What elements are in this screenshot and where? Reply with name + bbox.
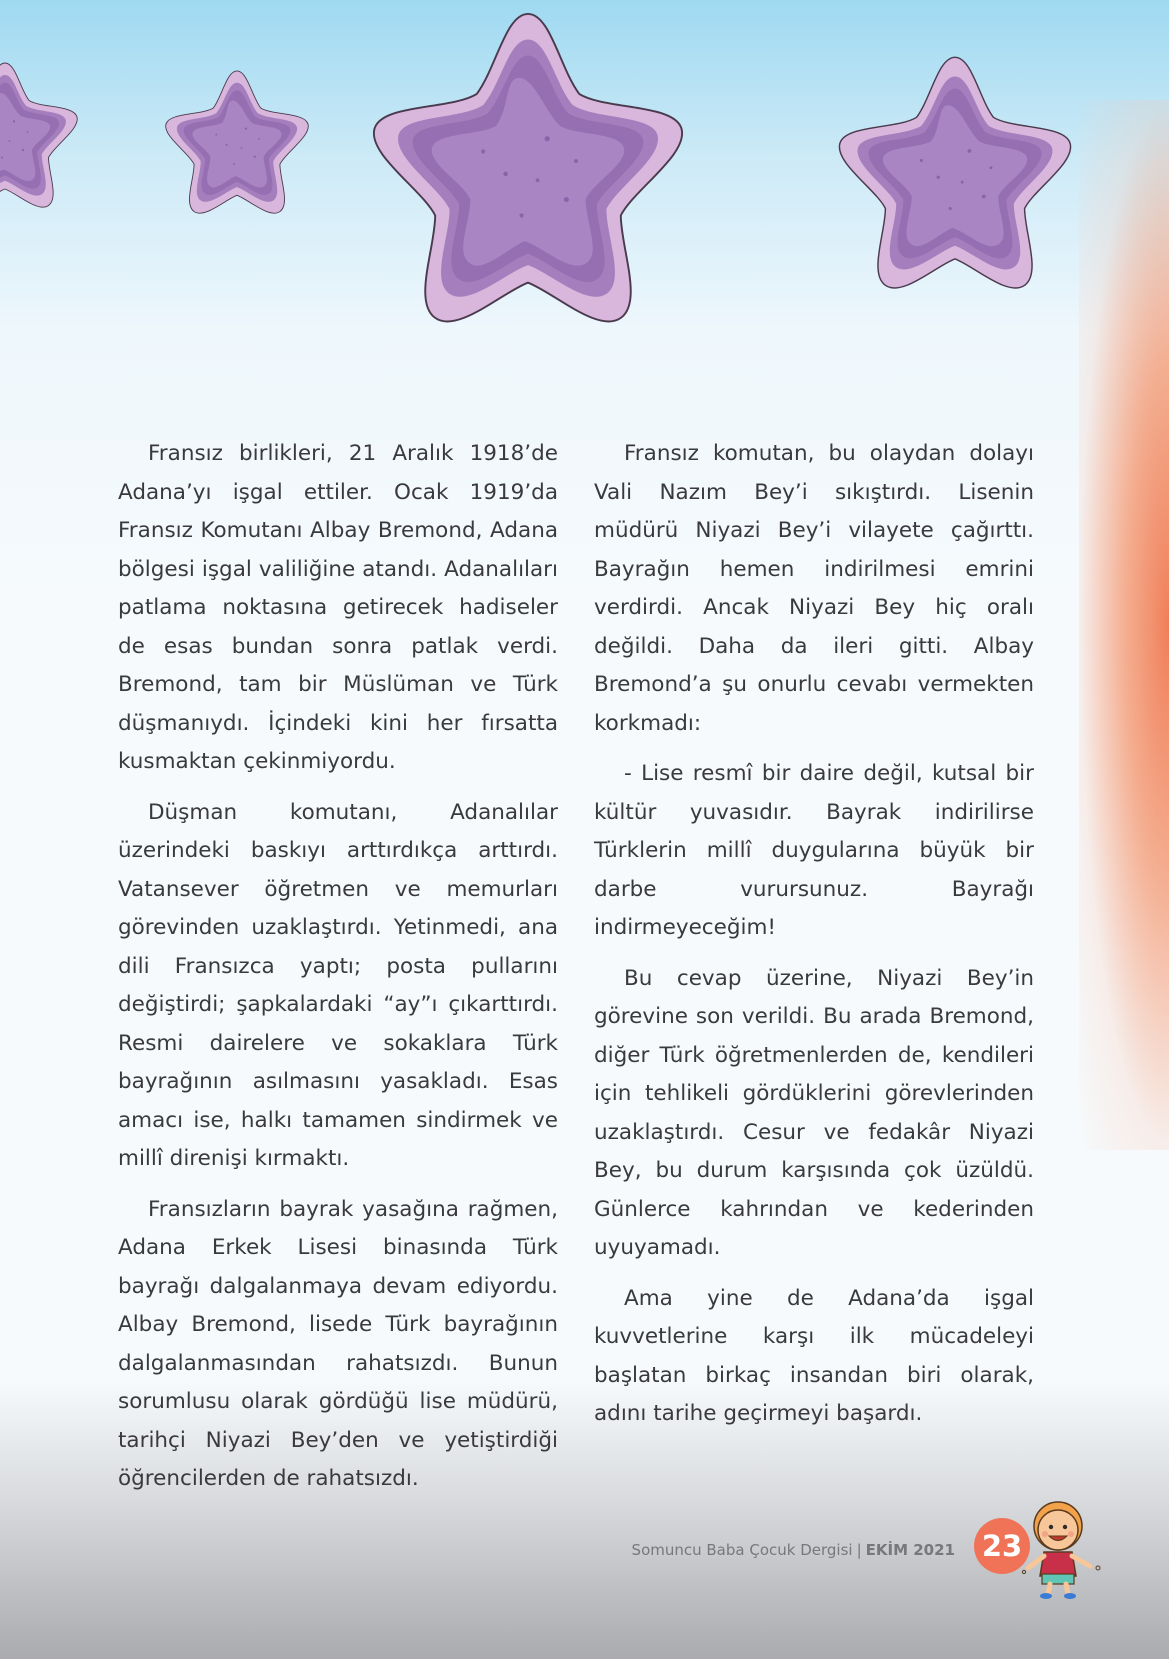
cartoon-boy-icon: [1018, 1496, 1108, 1601]
paragraph: Düşman komutanı, Adanalılar üzerindeki baskıyı arttırdıkça arttırdı. Vatansever öğretmen ve memurları görevinden uzaklaştırdı. Yetinmedi, ana dili Fransızca yaptı; posta pullarını değiştirdi; şapkalardaki “ay”ı çıkarttırdı. Resmi dairelere ve sokaklara Türk bayrağının asılmasını yasakladı. Esas amacı ise, halkı tamamen sindirmek ve millî direnişi kırmaktı.: [118, 799, 558, 1171]
footer-separator: |: [856, 1541, 862, 1559]
footer-credit: [600, 1541, 955, 1559]
star-icon: [835, 40, 1075, 305]
right-edge-glow: [1079, 100, 1169, 1150]
paragraph: Fransızların bayrak yasağına rağmen, Adana Erkek Lisesi binasında Türk bayrağı dalgalanmaya devam ediyordu. Albay Bremond, lisede Türk bayrağının dalgalanmasından rahatsızdı. Bunun sorumlusu olarak gördüğü lise müdürü, tarihçi Niyazi Bey’den ve yetiştirdiği öğrencilerden de rahatsızdı.: [118, 1196, 558, 1491]
star-icon: [0, 30, 80, 240]
issue-date: EKİM 2021: [865, 1541, 955, 1559]
paragraph: Bu cevap üzerine, Niyazi Bey’in görevine son verildi. Bu arada Bremond, diğer Türk öğretmenlerden de, kendileri için tehlikeli gördüklerini görevlerinden uzaklaştırdı. Cesur ve fedakâr Niyazi Bey, bu durum karşısında çok üzüldü. Günlerce kahrından ve kederinden uyuyamadı.: [594, 965, 1034, 1260]
paragraph: Fransız komutan, bu olaydan dolayı Vali Nazım Bey’i sıkıştırdı. Lisenin müdürü Niyazi Bey’i vilayete çağırttı. Bayrağın hemen indirilmesi emrini verdirdi. Ancak Niyazi Bey hiç oralı değildi. Daha da ileri gitti. Albay Bremond’a şu onurlu cevabı vermekten korkmadı:: [594, 441, 1034, 736]
paragraph: - Lise resmî bir daire değil, kutsal bir kültür yuvasıdır. Bayrak indirilirse Türklerin millî duygularına büyük bir darbe vurursunuz. Bayrağı indirmeyeceğim!: [594, 761, 1034, 940]
article-right-column: [594, 435, 1034, 1446]
magazine-name: Somuncu Baba Çocuk Dergisi: [631, 1541, 853, 1559]
page-number: 23: [974, 1518, 1030, 1574]
star-icon: [163, 62, 311, 222]
article-left-column: [118, 435, 558, 1511]
star-icon: [368, 0, 688, 335]
paragraph: Fransız birlikleri, 21 Aralık 1918’de Adana’yı işgal ettiler. Ocak 1919’da Fransız Komutanı Albay Bremond, Adana bölgesi işgal valiliğine atandı. Adanalıları patlama noktasına getirecek hadiseler de esas bundan sonra patlak verdi. Bremond, tam bir Müslüman ve Türk düşmanıydı. İçindeki kini her fırsatta kusmaktan çekinmiyordu.: [118, 441, 558, 774]
paragraph: Ama yine de Adana’da işgal kuvvetlerine karşı ilk mücadeleyi başlatan birkaç insandan biri olarak, adını tarihe geçirmeyi başardı.: [594, 1285, 1034, 1426]
